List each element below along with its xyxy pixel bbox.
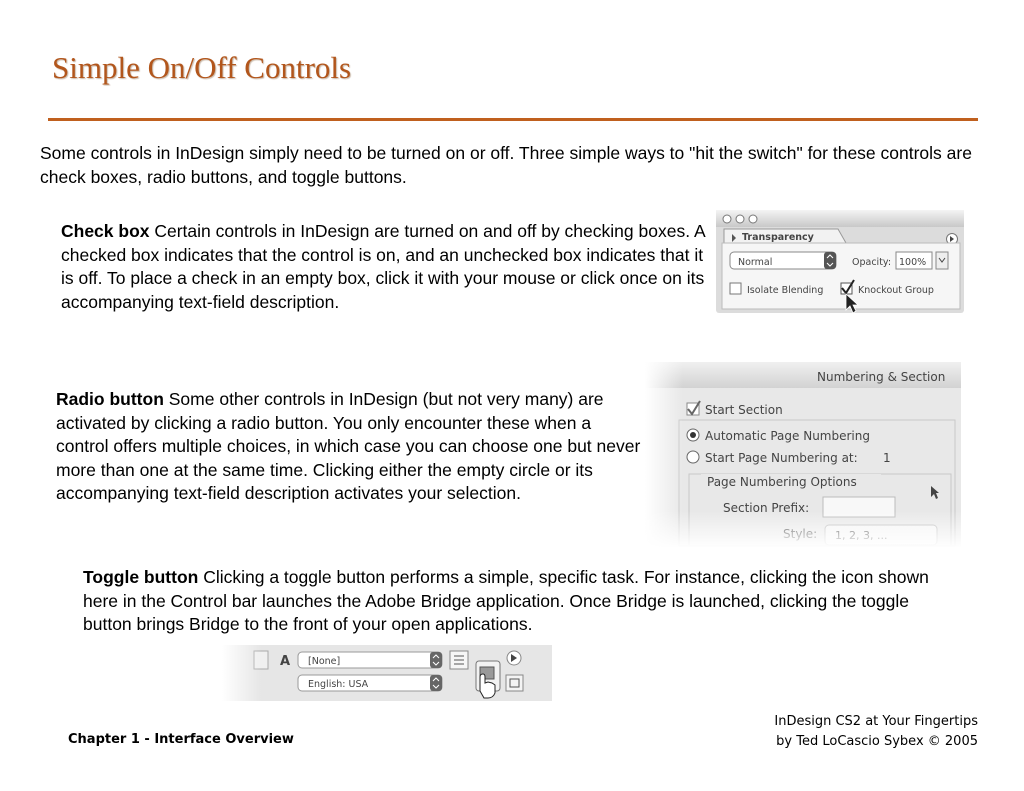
- book-title: InDesign CS2 at Your Fingertips: [774, 714, 978, 729]
- radio-term: Radio button: [56, 389, 164, 409]
- checkbox-description: Certain controls in InDesign are turned on and off by checking boxes. A checked box indicates that the control is on, and an unchecked box indicates that it is off. To place a check in an empty box, click it with your mouse or click once on its accompanying text-field description.: [61, 221, 705, 312]
- title-rule: [48, 118, 978, 121]
- opacity-value: 100%: [899, 257, 927, 268]
- radio-description: Some other controls in InDesign (but not very many) are activated by clicking a radio button. You only encounter these when a control offers multiple choices, in which case you can choose one but never more than one at the same time. Clicking either the empty circle or its accompanying text-field description activates your selection.: [56, 389, 641, 503]
- close-window-icon[interactable]: [723, 215, 731, 223]
- radio-paragraph: [56, 388, 646, 506]
- zoom-window-icon[interactable]: [749, 215, 757, 223]
- numbering-section-dialog: [645, 362, 961, 548]
- opacity-stepper[interactable]: [936, 252, 948, 269]
- transparency-tab[interactable]: Transparency: [742, 232, 814, 243]
- toggle-paragraph: [83, 566, 943, 637]
- chapter-footer: Chapter 1 - Interface Overview: [68, 732, 294, 747]
- transparency-panel: [716, 210, 964, 313]
- slide-title: Simple On/Off Controls: [52, 50, 352, 85]
- book-credit: [774, 712, 978, 752]
- knockout-group-label[interactable]: Knockout Group: [858, 285, 934, 296]
- checkbox-paragraph: [61, 220, 711, 314]
- isolate-blending-checkbox[interactable]: [730, 283, 741, 294]
- author-credit: by Ted LoCascio Sybex © 2005: [776, 734, 978, 749]
- opacity-label: Opacity:: [852, 257, 892, 268]
- isolate-blending-label[interactable]: Isolate Blending: [747, 285, 824, 296]
- intro-paragraph: Some controls in InDesign simply need to be turned on or off. Three simple ways to "hit the switch" for these controls are check boxes, radio buttons, and toggle buttons.: [40, 143, 972, 187]
- control-bar: [222, 645, 552, 701]
- toggle-description: Clicking a toggle button performs a simple, specific task. For instance, clicking the icon shown here in the Control bar launches the Adobe Bridge application. Once Bridge is launched, clicking the toggle button brings Bridge to the front of your open applications.: [83, 567, 929, 634]
- checkbox-term: Check box: [61, 221, 150, 241]
- minimize-window-icon[interactable]: [736, 215, 744, 223]
- toggle-term: Toggle button: [83, 567, 199, 587]
- blend-mode-value: Normal: [738, 257, 773, 268]
